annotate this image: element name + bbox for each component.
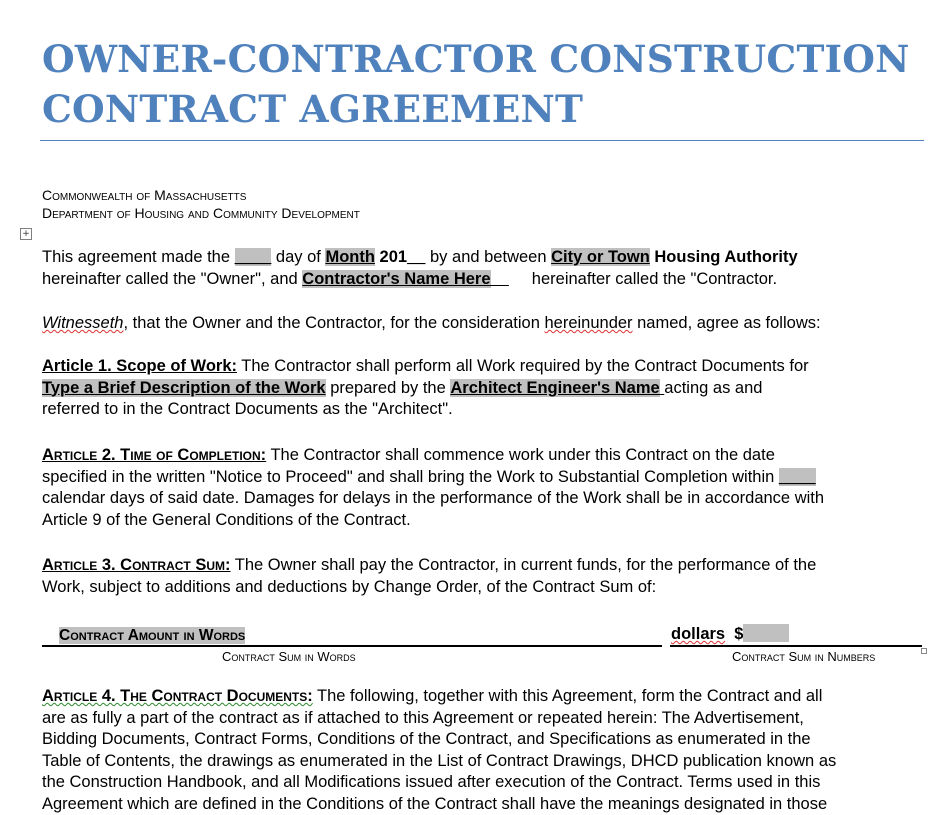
days-field[interactable]: ____ [779, 468, 816, 486]
amount-number-group [671, 624, 789, 646]
table-move-handle-icon[interactable]: + [20, 228, 32, 240]
year-field[interactable]: __ [407, 248, 425, 266]
title-line-1: OWNER-CONTRACTOR CONSTRUCTION [42, 34, 922, 84]
text: calendar days of said date. Damages for delays in the performance of the Work shall be in accordance with [42, 488, 923, 510]
title-divider [40, 140, 924, 141]
day-field[interactable]: ____ [235, 248, 272, 266]
city-field[interactable]: City or Town [551, 248, 650, 266]
text: by and between [425, 248, 551, 266]
caption-words: Contract Sum in Words [222, 649, 356, 665]
month-field[interactable]: Month [325, 248, 374, 266]
article-4 [42, 686, 923, 815]
text: acting as and [664, 379, 762, 397]
text: the Construction Handbook, and all Modifications issued after execution of the Contract. Terms used in this [42, 772, 923, 794]
text: day of [271, 248, 325, 266]
agreement-paragraph [42, 247, 923, 290]
cell-end-marker-icon [921, 648, 927, 654]
text: Article 9 of the General Conditions of the Contract. [42, 510, 923, 532]
amount-number-field[interactable] [743, 624, 789, 642]
text: hereinafter called the "Owner", and [42, 270, 302, 288]
amount-words-field[interactable] [59, 625, 245, 647]
contractor-name-field[interactable]: Contractor's Name Here [302, 270, 490, 288]
org-line-2: Department of Housing and Community Development [42, 204, 360, 222]
text: Table of Contents, the drawings as enumerated in the List of Contract Drawings, DHCD publication known as [42, 751, 923, 773]
document-title [42, 34, 922, 134]
dollars-label: dollars [671, 625, 725, 643]
year-prefix: 201 [375, 248, 407, 266]
witnesseth-word: Witnesseth [42, 314, 123, 332]
article-3 [42, 555, 923, 598]
article-1-heading: Article 1. Scope of Work: [42, 357, 237, 375]
text: The following, together with this Agreement, form the Contract and all [313, 687, 823, 705]
text: The Contractor shall commence work under this Contract on the date [266, 446, 775, 464]
text: are as fully a part of the contract as if attached to this Agreement or repeated herein: The Advertisement, [42, 708, 923, 730]
amount-words-value[interactable]: Contract Amount in Words [59, 627, 245, 644]
text: prepared by the [326, 379, 451, 397]
article-4-heading: Article 4. The Contract Documents: [42, 687, 313, 705]
text: named, agree as follows: [633, 314, 821, 332]
text: hereinafter called the "Contractor. [532, 270, 777, 288]
org-line-1: Commonwealth of Massachusetts [42, 186, 246, 204]
dollar-sign: $ [734, 625, 743, 643]
amount-words-line [42, 645, 662, 647]
text: referred to in the Contract Documents as the "Architect". [42, 399, 923, 421]
caption-numbers: Contract Sum in Numbers [732, 649, 875, 665]
article-3-heading: Article 3. Contract Sum: [42, 556, 231, 574]
hereinunder-word: hereinunder [544, 314, 632, 332]
text: Work, subject to additions and deductions by Change Order, of the Contract Sum of: [42, 577, 923, 599]
work-description-field[interactable]: Type a Brief Description of the Work [42, 379, 326, 397]
article-2 [42, 445, 923, 531]
text: Agreement which are defined in the Conditions of the Contract shall have the meanings designated in those [42, 794, 923, 815]
text: , that the Owner and the Contractor, for the consideration [123, 314, 544, 332]
architect-name-field[interactable]: Architect Engineer's Name [450, 379, 659, 397]
text: The Owner shall pay the Contractor, in current funds, for the performance of the [231, 556, 817, 574]
housing-authority-label: Housing Authority [650, 248, 798, 266]
article-1 [42, 356, 923, 421]
witnesseth-paragraph [42, 313, 923, 335]
text: specified in the written "Notice to Proceed" and shall bring the Work to Substantial Completion within [42, 468, 779, 486]
amount-number-line [670, 645, 922, 647]
text: The Contractor shall perform all Work required by the Contract Documents for [237, 357, 809, 375]
text: This agreement made the [42, 248, 235, 266]
article-2-heading: Article 2. Time of Completion: [42, 446, 266, 464]
text: Bidding Documents, Contract Forms, Conditions of the Contract, and Specifications as enumerated in the [42, 729, 923, 751]
title-line-2: CONTRACT AGREEMENT [42, 84, 922, 134]
